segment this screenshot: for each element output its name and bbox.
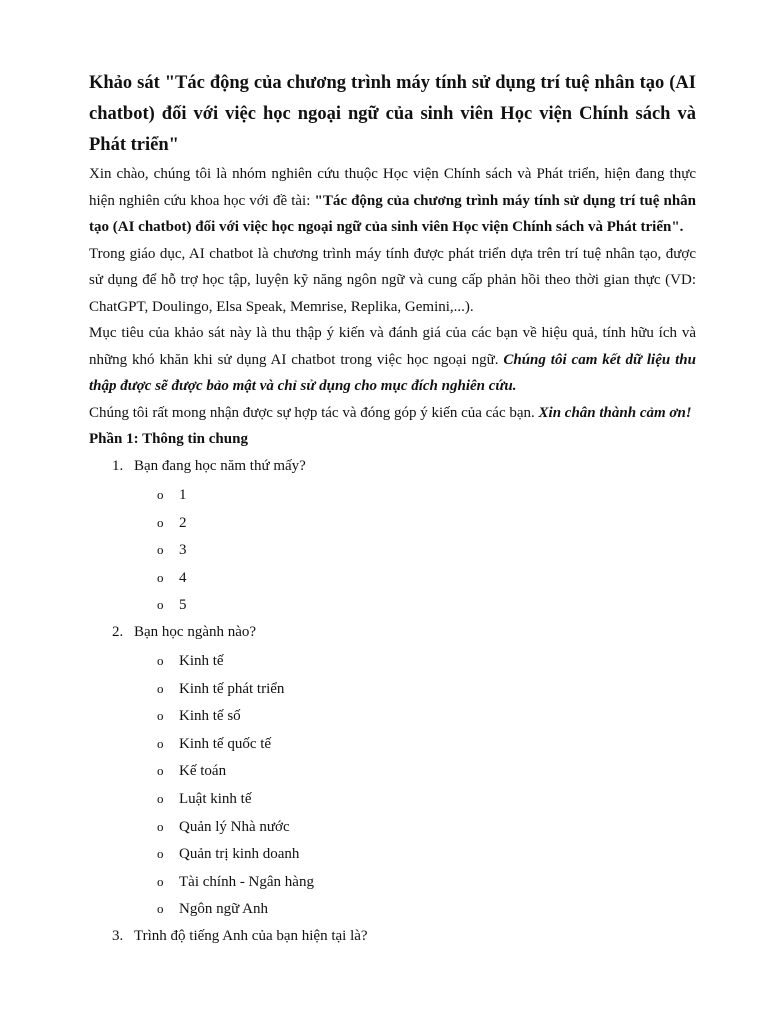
option-item[interactable] (89, 564, 696, 592)
question-text: Bạn đang học năm thứ mấy? (134, 458, 306, 474)
question-number-label: 2. (112, 623, 124, 640)
option-bullet-icon: o (157, 487, 164, 502)
option-item[interactable] (89, 675, 696, 703)
option-list (89, 647, 696, 923)
intro-paragraph-4 (89, 400, 696, 427)
survey-title: Khảo sát "Tác động của chương trình máy tính sử dụng trí tuệ nhân tạo (AI chatbot) đối với việc học ngoại ngữ của sinh viên Học viện Chính sách và Phát triển" (89, 73, 696, 155)
option-label: Kinh tế phát triển (179, 680, 285, 697)
option-label: Quản trị kinh doanh (179, 846, 300, 863)
question-row (89, 453, 696, 480)
question-number (89, 619, 134, 646)
option-label: Tài chính - Ngân hàng (179, 873, 314, 890)
question-item (89, 619, 696, 923)
intro-p4-thanks: Xin chân thành cảm ơn! (538, 404, 692, 421)
question-item (89, 453, 696, 619)
option-item[interactable] (89, 591, 696, 619)
option-label: Kinh tế (179, 652, 224, 669)
option-label: 2 (179, 514, 187, 531)
option-label: Luật kinh tế (179, 790, 252, 807)
option-item[interactable] (89, 702, 696, 730)
option-item[interactable] (89, 509, 696, 537)
question-list (89, 453, 696, 950)
question-row (89, 923, 696, 950)
option-bullet-icon: o (157, 542, 164, 558)
option-item[interactable] (89, 840, 696, 868)
option-bullet-icon: o (157, 790, 164, 806)
question-text: Bạn học ngành nào? (134, 623, 257, 640)
option-item[interactable] (89, 730, 696, 758)
intro-p3-text: Mục tiêu của khảo sát này là thu thập ý kiến và đánh giá của các bạn về hiệu quả, tính hữu ích và những khó khăn khi sử dụng AI chatbot trong việc học ngoại ngữ. (89, 325, 696, 368)
question-number-label: 3. (112, 927, 124, 944)
option-bullet-icon: o (157, 569, 164, 585)
option-label: Kinh tế số (179, 708, 241, 725)
intro-p3-commitment: Chúng tôi cam kết dữ liệu thu thập được sẽ được bảo mật và chỉ sử dụng cho mục đích nghiên cứu. (89, 351, 696, 394)
option-item[interactable] (89, 895, 696, 923)
option-label: 1 (179, 487, 187, 503)
option-item[interactable] (89, 868, 696, 896)
option-label: 4 (179, 569, 187, 586)
option-bullet-icon: o (157, 735, 164, 751)
option-bullet-icon: o (157, 652, 164, 668)
option-label: 5 (179, 597, 187, 614)
option-item[interactable] (89, 785, 696, 813)
intro-p4-text: Chúng tôi rất mong nhận được sự hợp tác và đóng góp ý kiến của các bạn. (89, 404, 539, 421)
option-item[interactable] (89, 757, 696, 785)
question-text: Trình độ tiếng Anh của bạn hiện tại là? (134, 927, 368, 944)
option-bullet-icon: o (157, 818, 164, 834)
section-1-title: Phần 1: Thông tin chung (89, 431, 248, 447)
option-item[interactable] (89, 813, 696, 841)
option-label: Quản lý Nhà nước (179, 818, 290, 835)
option-item[interactable] (89, 481, 696, 509)
intro-paragraph-1 (89, 161, 696, 241)
option-bullet-icon: o (157, 514, 164, 530)
option-bullet-icon: o (157, 597, 164, 613)
question-row (89, 619, 696, 646)
option-bullet-icon: o (157, 708, 164, 724)
option-bullet-icon: o (157, 763, 164, 779)
intro-paragraph-2: Trong giáo dục, AI chatbot là chương trình máy tính được phát triển dựa trên trí tuệ nhân tạo, được sử dụng để hỗ trợ học tập, luyện kỹ năng ngôn ngữ và cung cấp phản hồi theo thời gian thực (VD: ChatGPT, Doulingo, Elsa Speak, Memrise, Replika, Gemini,...). (89, 245, 696, 315)
intro-p1-text: Xin chào, chúng tôi là nhóm nghiên cứu thuộc Học viện Chính sách và Phát triển, hiện đang thực hiện nghiên cứu khoa học với đề tài: (89, 166, 696, 209)
question-number (89, 453, 134, 480)
option-item[interactable] (89, 647, 696, 675)
document-content (89, 68, 696, 950)
option-label: 3 (179, 542, 187, 559)
option-item[interactable] (89, 536, 696, 564)
option-label: Kinh tế quốc tế (179, 735, 272, 752)
question-number-label: 1. (112, 458, 124, 474)
option-list (89, 481, 696, 619)
option-bullet-icon: o (157, 873, 164, 889)
option-bullet-icon: o (157, 846, 164, 862)
intro-paragraph-3 (89, 320, 696, 400)
option-bullet-icon: o (157, 901, 164, 917)
question-item (89, 923, 696, 950)
option-label: Ngôn ngữ Anh (179, 901, 268, 918)
intro-p1-topic: "Tác động của chương trình máy tính sử dụng trí tuệ nhân tạo (AI chatbot) đối với việc học ngoại ngữ của sinh viên Học viện Chính sách và Phát triển". (89, 192, 697, 235)
option-bullet-icon: o (157, 680, 164, 696)
option-label: Kế toán (179, 763, 227, 780)
question-number (89, 923, 134, 950)
